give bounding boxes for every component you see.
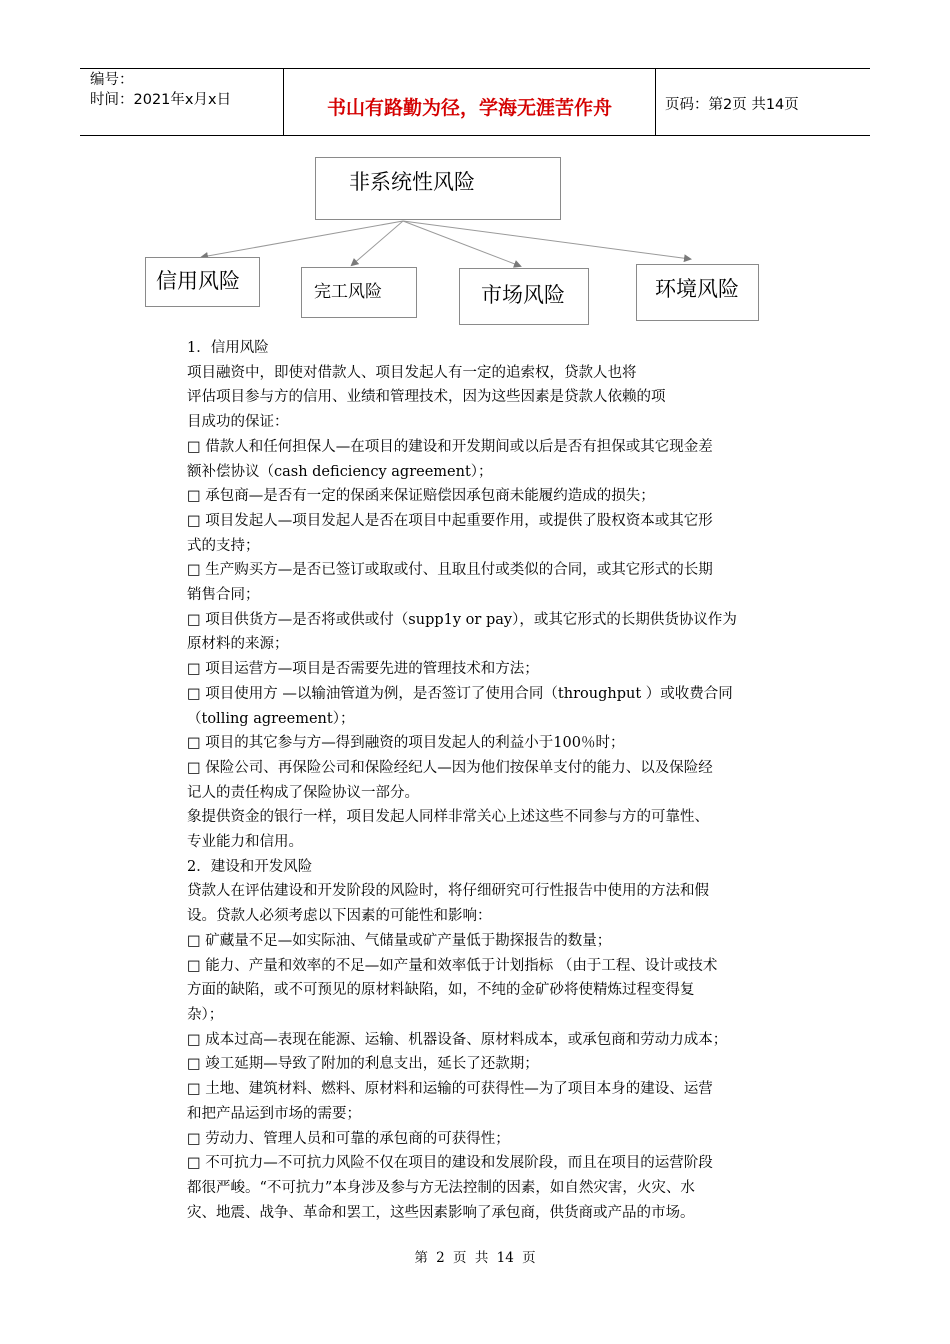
body-line: 都很严峻。“不可抗力”本身涉及参与方无法控制的因素，如自然灾害，火灾、水 <box>187 1179 695 1196</box>
diagram-child-environment <box>636 264 759 321</box>
body-line: □ 矿藏量不足—如实际油、气储量或矿产量低于勘探报告的数量； <box>187 932 612 949</box>
diagram-child-market-label: 市场风险 <box>481 283 565 307</box>
body-line: 贷款人在评估建设和开发阶段的风险时，将仔细研究可行性报告中使用的方法和假 <box>187 883 709 900</box>
diagram-child-credit <box>145 257 260 307</box>
body-line: 项目融资中，即使对借款人、项目发起人有一定的追索权，贷款人也将 <box>187 364 637 381</box>
body-line: □ 劳动力、管理人员和可靠的承包商的可获得性； <box>187 1130 510 1147</box>
body-line: 专业能力和信用。 <box>187 834 303 851</box>
connector-credit <box>202 221 403 257</box>
page-footer: 第 2 页 共 14 页 <box>414 1250 536 1266</box>
body-line: 象提供资金的银行一样，项目发起人同样非常关心上述这些不同参与方的可靠性、 <box>187 809 709 826</box>
diagram-child-market <box>459 268 589 325</box>
body-line: □ 生产购买方—是否已签订或取或付、且取且付或类似的合同，或其它形式的长期 <box>187 562 713 579</box>
body-line: 和把产品运到市场的需要； <box>187 1105 361 1122</box>
body-line: 额补偿协议（cash deficiency agreement）； <box>187 463 493 480</box>
diagram-root-box <box>315 157 561 220</box>
diagram-child-credit-label: 信用风险 <box>156 269 240 293</box>
body-text <box>187 336 807 1225</box>
body-line: （tolling agreement）； <box>187 710 355 727</box>
body-line: 销售合同； <box>187 587 260 604</box>
connector-completion <box>352 221 403 265</box>
diagram-child-completion <box>301 267 417 318</box>
body-line: 1．信用风险 <box>187 340 269 356</box>
connector-environment <box>403 221 690 259</box>
body-line: 灾、地震、战争、革命和罢工，这些因素影响了承包商，供货商或产品的市场。 <box>187 1204 695 1221</box>
header-page-info: 页码：第2页 共14页 <box>665 97 799 113</box>
diagram-child-completion-label: 完工风险 <box>314 282 382 302</box>
body-line: □ 土地、建筑材料、燃料、原材料和运输的可获得性—为了项目本身的建设、运营 <box>187 1081 713 1098</box>
diagram-child-environment-label: 环境风险 <box>655 277 739 301</box>
body-line: □ 项目使用方 —以输油管道为例，是否签订了使用合同（throughput ）或收费合同 <box>187 685 733 702</box>
body-line: 记人的责任构成了保险协议一部分。 <box>187 784 419 801</box>
body-line: □ 借款人和任何担保人—在项目的建设和开发期间或以后是否有担保或其它现金差 <box>187 438 713 455</box>
body-line: 2．建设和开发风险 <box>187 858 313 875</box>
body-line: □ 项目运营方—项目是否需要先进的管理技术和方法； <box>187 661 539 678</box>
body-line: □ 承包商—是否有一定的保函来保证赔偿因承包商未能履约造成的损失； <box>187 488 655 505</box>
document-number-label: 编号： <box>90 72 134 88</box>
body-line: 方面的缺陷，或不可预见的原材料缺陷，如，不纯的金矿砂将使精炼过程变得复 <box>187 982 695 999</box>
body-line: 目成功的保证： <box>187 414 289 431</box>
body-line: □ 项目供货方—是否将或供或付（supp1y or pay），或其它形式的长期供货协议作为 <box>187 611 737 628</box>
body-line: □ 项目的其它参与方—得到融资的项目发起人的利益小于100％时； <box>187 735 625 752</box>
body-line: □ 能力、产量和效率的不足—如产量和效率低于计划指标 （由于工程、设计或技术 <box>187 957 718 974</box>
body-line: 杂）； <box>187 1006 224 1023</box>
connector-market <box>403 221 520 266</box>
body-line: □ 竣工延期—导致了附加的利息支出，延长了还款期； <box>187 1056 539 1073</box>
body-line: □ 成本过高—表现在能源、运输、机器设备、原材料成本，或承包商和劳动力成本； <box>187 1031 728 1048</box>
diagram-root-label: 非系统性风险 <box>349 170 475 194</box>
body-line: 评估项目参与方的信用、业绩和管理技术，因为这些因素是贷款人依赖的项 <box>187 389 666 406</box>
body-line: □ 保险公司、再保险公司和保险经纪人—因为他们按保单支付的能力、以及保险经 <box>187 759 713 776</box>
body-line: 设。贷款人必须考虑以下因素的可能性和影响： <box>187 908 492 925</box>
body-line: 式的支持； <box>187 537 260 554</box>
body-line: □ 不可抗力—不可抗力风险不仅在项目的建设和发展阶段，而且在项目的运营阶段 <box>187 1155 713 1172</box>
document-date: 时间：2021年x月x日 <box>90 92 232 108</box>
header-motto: 书山有路勤为径，学海无涯苦作舟 <box>326 97 612 119</box>
body-line: □ 项目发起人—项目发起人是否在项目中起重要作用，或提供了股权资本或其它形 <box>187 512 713 529</box>
body-line: 原材料的来源； <box>187 636 289 653</box>
